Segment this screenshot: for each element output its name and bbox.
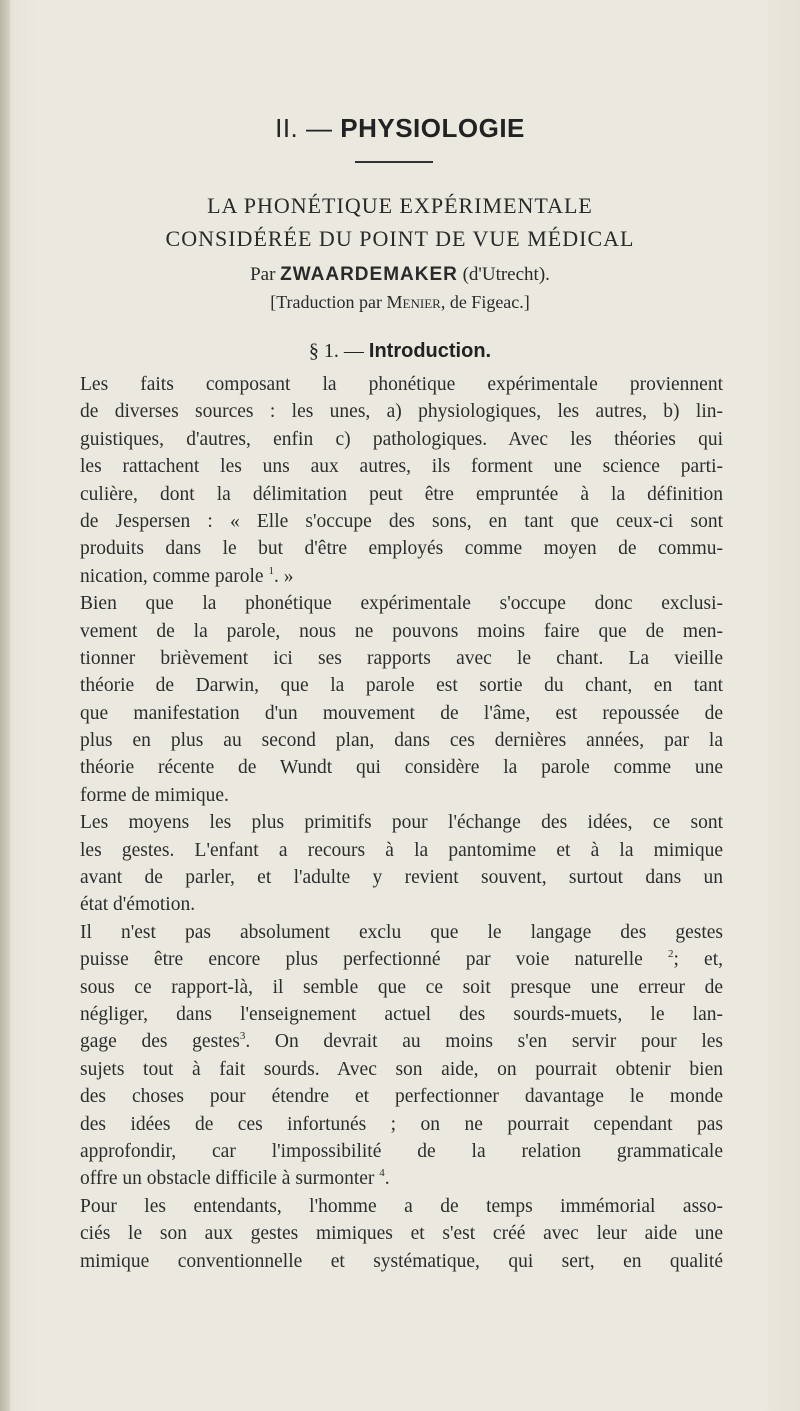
text-segment: . [384, 1168, 390, 1190]
text-line: Pour les entendants, l'homme a de temps immémorial asso- [80, 1195, 723, 1217]
paragraph-symbol: § 1. — [308, 340, 364, 362]
text-line: état d'émotion. [80, 894, 196, 916]
article-title-line-1: LA PHONÉTIQUE EXPÉRIMENTALE [207, 193, 593, 218]
text-line: de Jespersen : « Elle s'occupe des sons, en tant que ceux-ci sont [80, 510, 723, 532]
paragraph-heading [0, 340, 800, 363]
text-line: approfondir, car l'impossibilité de la relation grammaticale [80, 1140, 723, 1162]
text-line: des idées de ces infortunés ; on ne pourrait cependant pas [80, 1113, 723, 1135]
author-place: (d'Utrecht). [462, 264, 550, 285]
text-line: que manifestation d'un mouvement de l'âme, est repoussée de [80, 702, 723, 724]
text-segment: gage des gestes [80, 1031, 240, 1053]
text-line: théorie de Darwin, que la parole est sortie du chant, en tant [80, 675, 723, 697]
text-segment: puisse être encore plus perfectionné par voie naturelle [80, 949, 643, 971]
text-segment: . » [273, 565, 294, 587]
text-line: plus en plus au second plan, dans ces dernières années, par la [80, 730, 723, 752]
translator-name: Menier [386, 292, 441, 312]
text-line: tionner brièvement ici ses rapports avec le chant. La vieille [80, 647, 723, 669]
text-line: les rattachent les uns aux autres, ils forment une science parti- [80, 456, 723, 478]
text-line: avant de parler, et l'adulte y revient souvent, surtout dans un [80, 867, 723, 889]
text-line: Bien que la phonétique expérimentale s'occupe donc exclusi- [80, 593, 723, 615]
text-line [80, 563, 723, 590]
text-line: sous ce rapport-là, il semble que ce soit presque une erreur de [80, 976, 723, 998]
text-line: négliger, dans l'enseignement actuel des sourds-muets, le lan- [80, 1003, 723, 1025]
text-segment: . On devrait au moins s'en servir pour les [245, 1031, 723, 1053]
section-number: II. — [275, 113, 333, 143]
body-text [80, 371, 723, 1275]
section-heading [0, 113, 800, 144]
text-line [80, 946, 723, 973]
text-line: vement de la parole, nous ne pouvons moins faire que de men- [80, 620, 723, 642]
text-line: théorie récente de Wundt qui considère la parole comme une [80, 757, 723, 779]
text-line [80, 1028, 723, 1055]
text-line: de diverses sources : les unes, a) physiologiques, les autres, b) lin- [80, 401, 723, 423]
text-line: Il n'est pas absolument exclu que le langage des gestes [80, 921, 723, 943]
text-line: sujets tout à fait sourds. Avec son aide, on pourrait obtenir bien [80, 1058, 723, 1080]
text-line: mimique conventionnelle et systématique, qui sert, en qualité [80, 1250, 723, 1272]
text-line: produits dans le but d'être employés comme moyen de commu- [80, 538, 723, 560]
by-prefix: Par [250, 264, 276, 285]
text-segment: nication, comme parole [80, 565, 264, 587]
footnote-ref: 4 [379, 1167, 385, 1180]
footnote-ref: 3 [239, 1030, 246, 1043]
text-segment: offre un obstacle difficile à surmonter [80, 1168, 375, 1190]
text-line: Les moyens les plus primitifs pour l'échange des idées, ce sont [80, 812, 723, 834]
text-line: guistiques, d'autres, enfin c) pathologiques. Avec les théories qui [80, 428, 723, 450]
author-byline [0, 264, 800, 286]
text-line: culière, dont la délimitation peut être empruntée à la définition [80, 483, 723, 505]
text-line: ciés le son aux gestes mimiques et s'est créé avec leur aide une [80, 1223, 723, 1245]
translation-prefix: [Traduction par [270, 292, 383, 312]
footnote-ref: 2 [667, 948, 674, 961]
translation-credit [0, 292, 800, 313]
section-title: PHYSIOLOGIE [340, 113, 525, 143]
translation-suffix: , de Figeac.] [440, 292, 530, 312]
text-line [80, 1165, 723, 1192]
text-line: Les faits composant la phonétique expérimentale proviennent [80, 374, 723, 395]
text-line: des choses pour étendre et perfectionner davantage le monde [80, 1086, 723, 1108]
title-divider [355, 161, 433, 163]
text-segment: ; et, [673, 949, 723, 971]
article-title-line-2: CONSIDÉRÉE DU POINT DE VUE MÉDICAL [165, 226, 635, 251]
paragraph-title: Introduction. [368, 340, 492, 362]
text-line: les gestes. L'enfant a recours à la pantomime et à la mimique [80, 839, 723, 861]
footnote-ref: 1 [268, 564, 274, 577]
author-name: ZWAARDEMAKER [280, 264, 458, 285]
text-line: forme de mimique. [80, 784, 229, 806]
